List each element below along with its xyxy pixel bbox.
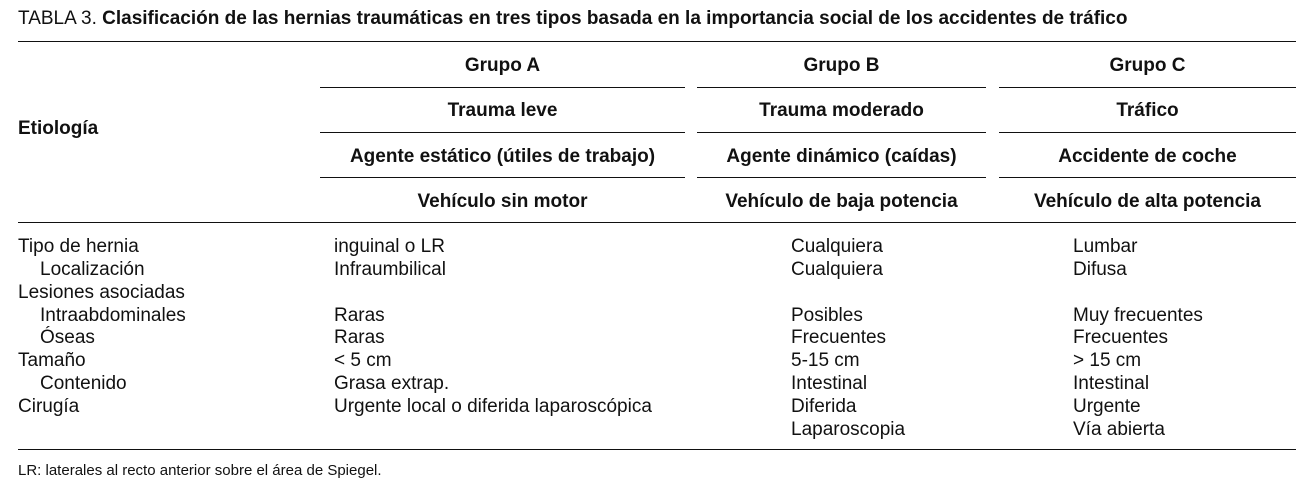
row-label: Tipo de hernia <box>18 236 139 257</box>
cell-group-c: Frecuentes <box>1073 327 1169 348</box>
trauma-c: Tráfico <box>1116 100 1179 121</box>
cell-group-a: Urgente local o diferida laparoscópica <box>334 396 652 417</box>
cell-group-c: Intestinal <box>1073 373 1150 394</box>
cell-group-a: Raras <box>334 305 385 326</box>
row-label: Tamaño <box>18 350 86 371</box>
top-rule <box>18 41 1296 42</box>
cell-group-c: > 15 cm <box>1073 350 1142 371</box>
group-c-rule-1 <box>999 87 1296 88</box>
cell-group-a: < 5 cm <box>334 350 392 371</box>
cell-group-a: Grasa extrap. <box>334 373 450 394</box>
group-b-rule-3 <box>697 177 986 178</box>
group-b-header: Grupo B <box>803 55 880 76</box>
cell-group-c: Vía abierta <box>1073 419 1165 440</box>
group-c-rule-2 <box>999 132 1296 133</box>
cell-group-b: Diferida <box>791 396 857 417</box>
table-title <box>18 8 1298 30</box>
cell-group-a: Infraumbilical <box>334 259 446 280</box>
row-label: Lesiones asociadas <box>18 282 185 303</box>
cell-group-c: Muy frecuentes <box>1073 305 1203 326</box>
row-label: Localización <box>40 259 145 280</box>
cell-group-b: Frecuentes <box>791 327 887 348</box>
group-a-header: Grupo A <box>464 55 541 76</box>
row-label: Óseas <box>40 327 95 348</box>
cell-group-b: Cualquiera <box>791 259 883 280</box>
cell-group-b: 5-15 cm <box>791 350 860 371</box>
group-a-rule-3 <box>320 177 685 178</box>
table-caption: Clasificación de las hernias traumáticas en tres tipos basada en la importancia social de los accidentes de tráfico <box>102 8 1128 29</box>
header-bottom-rule <box>18 222 1296 223</box>
agent-a: Agente estático (útiles de trabajo) <box>349 146 656 167</box>
cell-group-a: inguinal o LR <box>334 236 445 257</box>
vehicle-b: Vehículo de baja potencia <box>725 191 958 212</box>
group-c-rule-3 <box>999 177 1296 178</box>
group-b-rule-2 <box>697 132 986 133</box>
row-label: Contenido <box>40 373 127 394</box>
etiology-label: Etiología <box>18 118 99 139</box>
agent-c: Accidente de coche <box>1058 146 1237 167</box>
cell-group-b: Laparoscopia <box>791 419 906 440</box>
vehicle-c: Vehículo de alta potencia <box>1033 191 1261 212</box>
trauma-b: Trauma moderado <box>759 100 924 121</box>
cell-group-b: Cualquiera <box>791 236 883 257</box>
cell-group-c: Lumbar <box>1073 236 1138 257</box>
row-label: Intraabdominales <box>40 305 186 326</box>
trauma-a: Trauma leve <box>447 100 558 121</box>
cell-group-c: Difusa <box>1073 259 1127 280</box>
group-a-rule-2 <box>320 132 685 133</box>
cell-group-c: Urgente <box>1073 396 1141 417</box>
cell-group-b: Posibles <box>791 305 863 326</box>
cell-group-b: Intestinal <box>791 373 868 394</box>
agent-b: Agente dinámico (caídas) <box>726 146 957 167</box>
group-a-rule-1 <box>320 87 685 88</box>
footnote: LR: laterales al recto anterior sobre el área de Spiegel. <box>18 462 382 479</box>
cell-group-a: Raras <box>334 327 385 348</box>
row-label: Cirugía <box>18 396 80 417</box>
vehicle-a: Vehículo sin motor <box>417 191 588 212</box>
group-b-rule-1 <box>697 87 986 88</box>
bottom-rule <box>18 449 1296 450</box>
group-c-header: Grupo C <box>1109 55 1186 76</box>
table-label: TABLA 3. <box>18 8 97 29</box>
